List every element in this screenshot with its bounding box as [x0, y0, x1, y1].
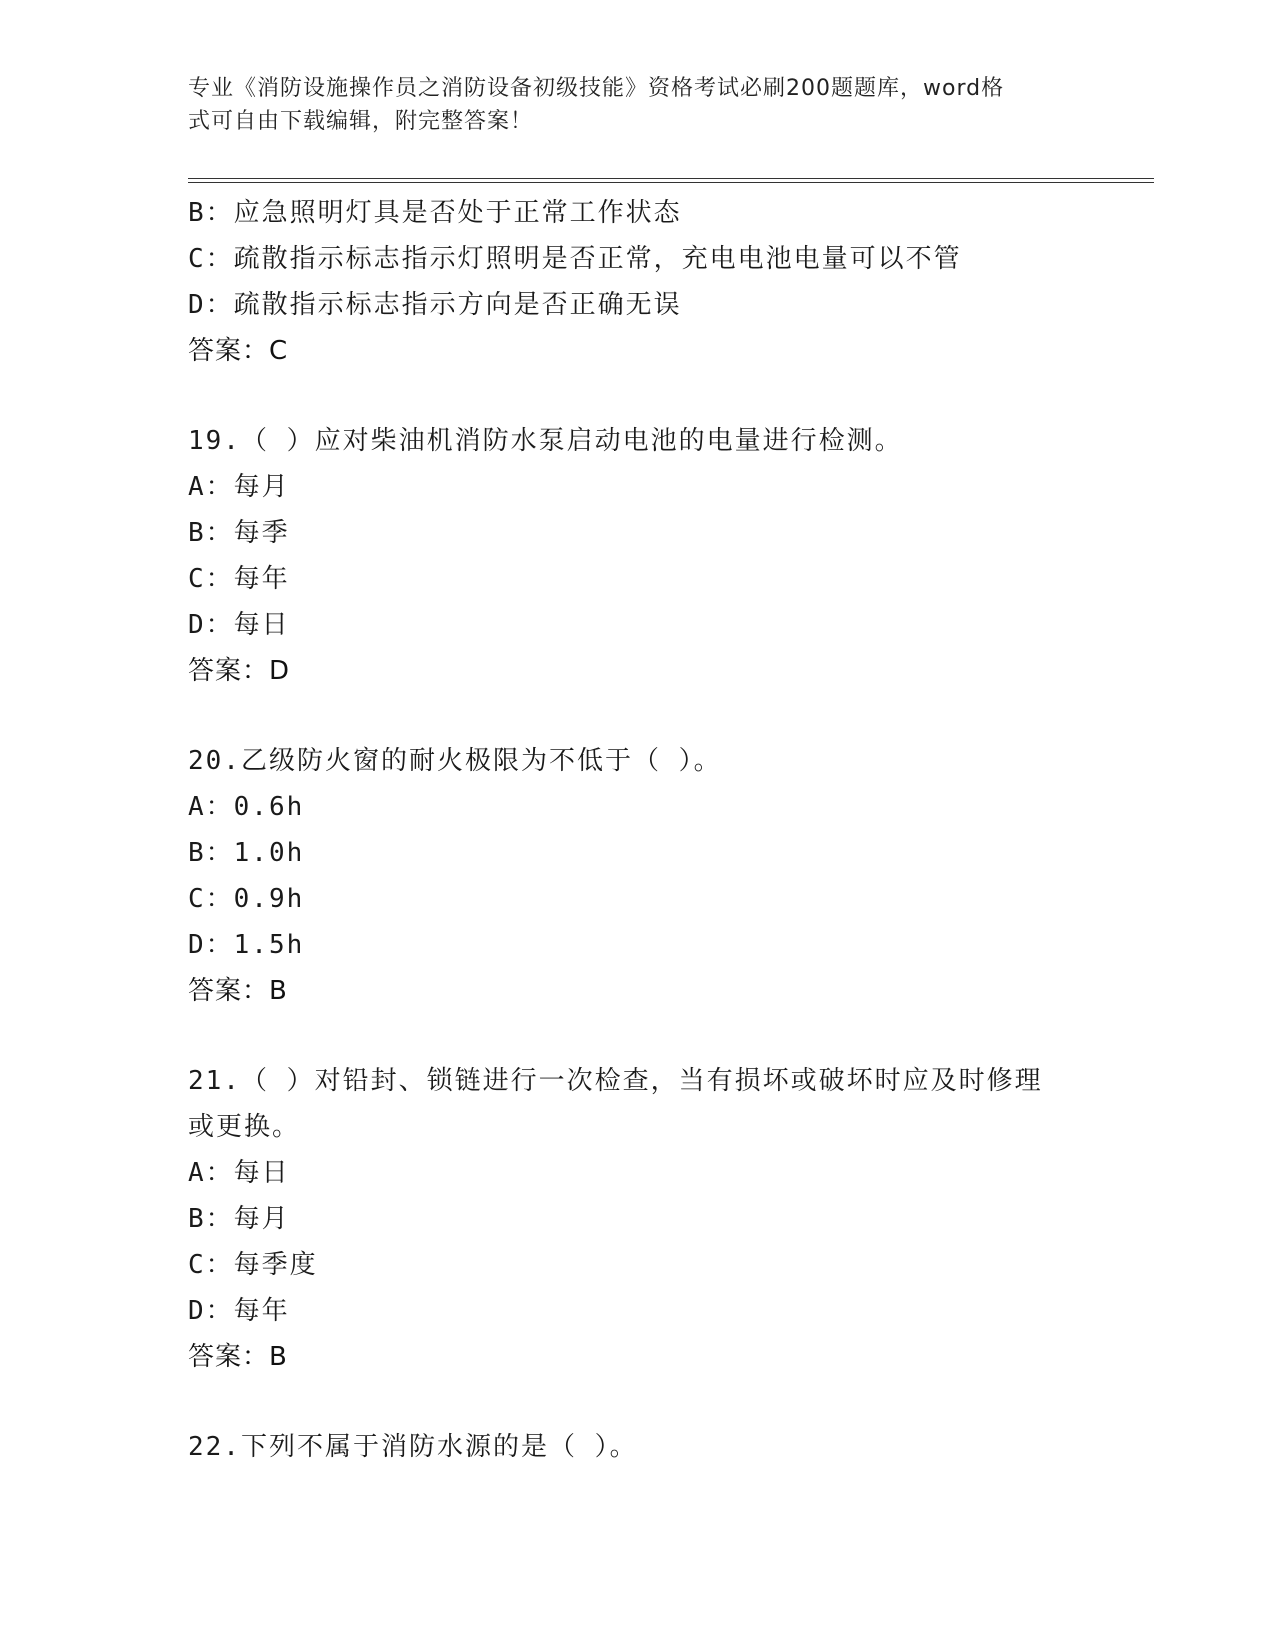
option-c: C：疏散指示标志指示灯照明是否正常，充电电池电量可以不管 — [188, 244, 962, 274]
question-stem: 22.下列不属于消防水源的是（ ）。 — [188, 1432, 638, 1462]
option-c: C：每季度 — [188, 1250, 318, 1280]
option-a: A：每日 — [188, 1158, 290, 1188]
option-b: B：1.0h — [188, 838, 305, 868]
question-block-20 — [188, 738, 1088, 1014]
question-block-prev — [188, 190, 1088, 374]
question-block-22 — [188, 1424, 1088, 1470]
answer-line: 答案：D — [188, 656, 291, 686]
question-block-21 — [188, 1058, 1088, 1380]
option-d: D：疏散指示标志指示方向是否正确无误 — [188, 290, 682, 320]
header-divider — [188, 178, 1154, 183]
question-stem-line-1: 21.（ ）对铅封、锁链进行一次检查，当有损坏或破坏时应及时修理 — [188, 1066, 1043, 1096]
spacer — [188, 1380, 1088, 1424]
question-stem: 20.乙级防火窗的耐火极限为不低于（ ）。 — [188, 746, 722, 776]
document-header — [188, 72, 1088, 138]
header-line-1: 专业《消防设施操作员之消防设备初级技能》资格考试必刷200题题库，word格 — [188, 76, 1005, 101]
option-c: C：0.9h — [188, 884, 305, 914]
answer-line: 答案：C — [188, 336, 289, 366]
spacer — [188, 694, 1088, 738]
header-line-2: 式可自由下载编辑，附完整答案！ — [188, 109, 534, 134]
option-b: B：每月 — [188, 1204, 290, 1234]
spacer — [188, 374, 1088, 418]
question-block-19 — [188, 418, 1088, 694]
answer-line: 答案：B — [188, 1342, 288, 1372]
option-a: A：0.6h — [188, 792, 305, 822]
option-d: D：1.5h — [188, 930, 305, 960]
answer-line: 答案：B — [188, 976, 288, 1006]
question-stem-line-2: 或更换。 — [188, 1112, 301, 1142]
option-b: B：每季 — [188, 518, 290, 548]
question-list — [188, 190, 1088, 1470]
spacer — [188, 1014, 1088, 1058]
question-stem: 19.（ ）应对柴油机消防水泵启动电池的电量进行检测。 — [188, 426, 903, 456]
option-d: D：每年 — [188, 1296, 290, 1326]
option-c: C：每年 — [188, 564, 290, 594]
option-a: A：每月 — [188, 472, 290, 502]
option-d: D：每日 — [188, 610, 290, 640]
option-b: B：应急照明灯具是否处于正常工作状态 — [188, 198, 682, 228]
